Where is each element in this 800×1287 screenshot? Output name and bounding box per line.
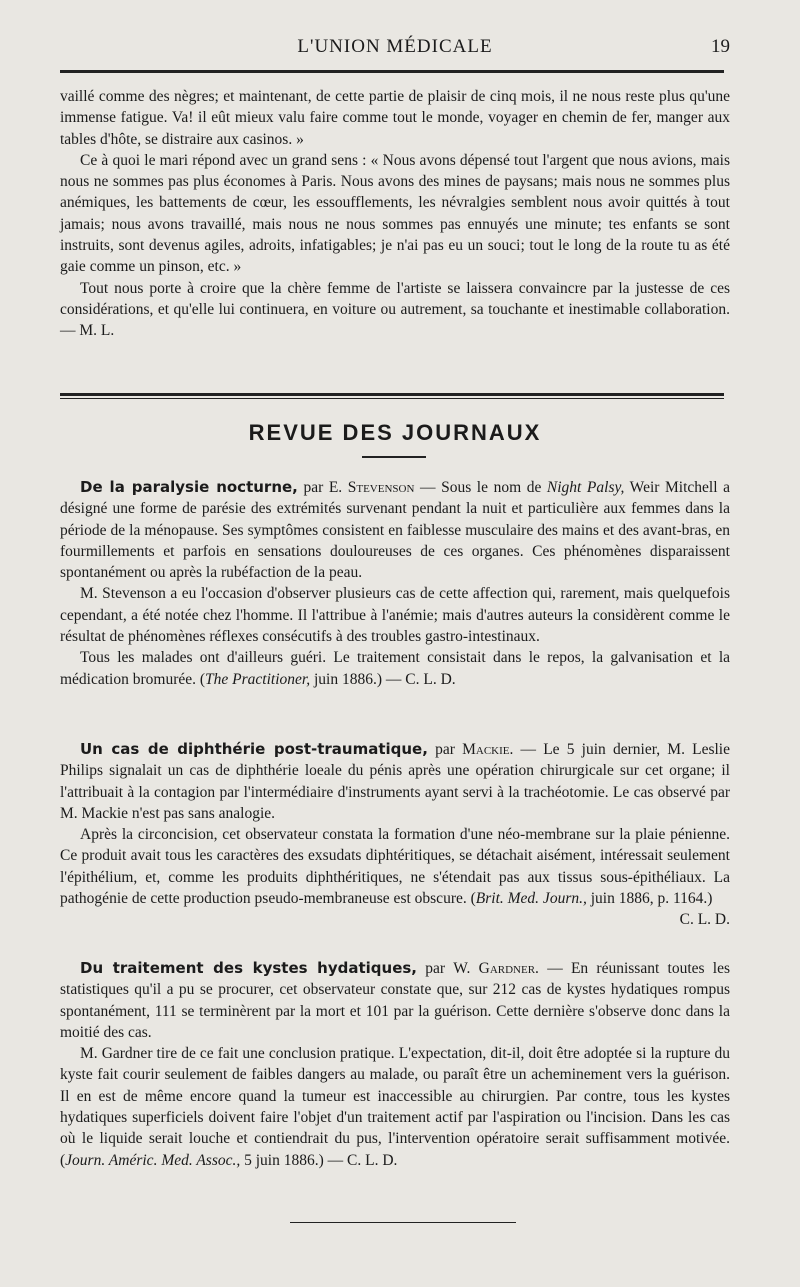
article-diphtherie bbox=[60, 739, 730, 931]
article-1-paragraph-2: M. Stevenson a eu l'occasion d'observer plusieurs cas de cette affection qui, rarement, mais quelquefois cependant, a été notée chez l'homme. Il l'attribue à l'anémie; mais d'autres auteurs la considèrent comme le résultat de phénomènes réflexes consécutifs à des troubles gastro-intestinaux. bbox=[60, 585, 730, 646]
article-2-by: par bbox=[427, 741, 463, 758]
article-2-title: Un cas de diphthérie post-traumatique, bbox=[80, 740, 428, 758]
article-1-paragraph-1 bbox=[60, 477, 730, 583]
article-1-term: Night Palsy, bbox=[546, 479, 625, 496]
intro-paragraph-3: Tout nous porte à croire que la chère femme de l'artiste se laissera convaincre par la justesse de ces considérations, et qu'elle lui continuera, en voiture ou autrement, sa touchante et inestimable collaboration. — M. L. bbox=[60, 279, 730, 340]
article-1-lead: — Sous le nom de bbox=[414, 479, 547, 496]
article-kystes bbox=[60, 958, 730, 1171]
article-paralysie bbox=[60, 477, 730, 690]
article-1-text: Weir Mitchell a désigné une forme de parésie des extrémités survenant pendant la nuit et particulière aux femmes dans la période de la ménopause. Ses symptômes consistent en faiblesse musculaire des mains et des avant-bras, en fourmillements et parfois en sensations douloureuses de ces organes. Ces phénomènes disparaissent spontanément ou après la rubéfaction de la peau. bbox=[60, 479, 730, 582]
section-title-underline bbox=[362, 456, 426, 458]
article-3-title: Du traitement des kystes hydatiques, bbox=[80, 959, 417, 977]
article-3-by: par bbox=[417, 960, 454, 977]
article-2-p2-start: Après la circoncision, cet observateur constata la formation d'une néo-membrane sur la plaie pénienne. Ce produit avait tous les caractères des exsudats diphtéritiques, se détachait aisément, intéressait seulement l'épithélium, et, comme les produits diphthéritiques, ne s'étendait pas aux tissus sous-épithéliaux. La pathogénie de cette production pseudo-membraneuse est obscure. ( bbox=[60, 826, 730, 908]
article-2-signature: C. L. D. bbox=[679, 911, 730, 929]
article-2-text: — Le 5 juin dernier, M. Leslie Philips signalait un cas de diphthérie loeale du pénis après une opération chirurgicale sur cet organe; il l'attribuait à la contagion par l'intermédiaire d'instruments ayant servi à la trachéotomie. Le cas observé par M. Mackie n'est pas sans analogie. bbox=[60, 741, 730, 822]
section-title: REVUE DES JOURNAUX bbox=[248, 420, 542, 445]
page-number: 19 bbox=[711, 36, 730, 57]
header-rule bbox=[60, 70, 724, 73]
section-rule-thick bbox=[60, 393, 724, 396]
article-3-author: W. Gardner. bbox=[453, 960, 539, 977]
article-2-paragraph-1 bbox=[60, 739, 730, 824]
article-3-paragraph-1 bbox=[60, 958, 730, 1043]
article-2-paragraph-2 bbox=[60, 824, 730, 909]
article-1-source: The Practitioner, bbox=[205, 670, 311, 688]
article-3-p2-end: 5 juin 1886.) — C. L. D. bbox=[240, 1151, 398, 1169]
article-1-p3-end: juin 1886.) — C. L. D. bbox=[310, 670, 456, 688]
article-1-p3-start: Tous les malades ont d'ailleurs guéri. Le traitement consistait dans le repos, la galvanisation et la médication bromurée. ( bbox=[60, 649, 730, 688]
running-title: L'UNION MÉDICALE bbox=[297, 36, 493, 57]
article-1-title: De la paralysie nocturne, bbox=[80, 478, 298, 496]
article-2-source: Brit. Med. Journ., bbox=[475, 890, 587, 908]
article-1-author: E. Stevenson bbox=[328, 479, 415, 496]
section-rule-thin bbox=[60, 398, 724, 399]
article-3-source: Journ. Améric. Med. Assoc., bbox=[65, 1151, 241, 1169]
article-3-paragraph-2 bbox=[60, 1043, 730, 1171]
intro-paragraph-1: vaillé comme des nègres; et maintenant, de cette partie de plaisir de cinq mois, il ne nous reste plus qu'une immense fatigue. Va! il eût mieux valu faire comme tout le monde, voyager en chemin de fer, manger aux tables d'hôte, se distraire aux casinos. » bbox=[60, 88, 730, 148]
article-3-p2-start: M. Gardner tire de ce fait une conclusion pratique. L'expectation, dit-il, doit être adoptée si la rupture du kyste fait courir seulement de faibles dangers au malade, ou paraît être un acheminement vers la guérison. Il en est de même encore quand la tumeur est inaccessible au chirurgien. Par contre, tous les kystes hydatiques superficiels doivent faire l'objet d'un traitement actif par l'aspiration ou l'incision. Dans les cas où le liquide serait louche et contiendrait du pus, l'intervention opératoire serait suffisamment motivée. ( bbox=[60, 1045, 730, 1169]
article-3-text: — En réunissant toutes les statistiques qu'il a pu se procurer, cet observateur constate que, sur 212 cas de kystes hydatiques rompus spontanément, 111 se terminèrent par la mort et 101 par la guérison. Cette dernière s'observe donc dans la moitié des cas. bbox=[60, 960, 731, 1041]
article-2-author: Mackie. bbox=[462, 741, 514, 758]
article-1-by: par bbox=[297, 479, 329, 496]
page-header bbox=[60, 34, 730, 64]
intro-paragraph-2: Ce à quoi le mari répond avec un grand sens : « Nous avons dépensé tout l'argent que nous avions, mais nous ne sommes pas plus économes à Paris. Nous avons des mines de paysans; mais nous ne sommes plus anémiques, les battements de cœur, les essoufflements, les névralgies semblent nous avoir quittés à tout jamais; nous avons travaillé, mais nous ne nous sommes pas ennuyés une minute; tes enfants se sont instruits, sont devenus agiles, adroits, infatigables; je n'ai pas eu un souci; tout le long de la route tu as été gaie comme un pinson, etc. » bbox=[60, 151, 730, 276]
end-rule bbox=[290, 1222, 516, 1223]
article-2-p2-end: juin 1886, p. 1164.) bbox=[586, 890, 713, 908]
article-1-paragraph-3 bbox=[60, 647, 730, 690]
intro-text bbox=[60, 86, 730, 342]
